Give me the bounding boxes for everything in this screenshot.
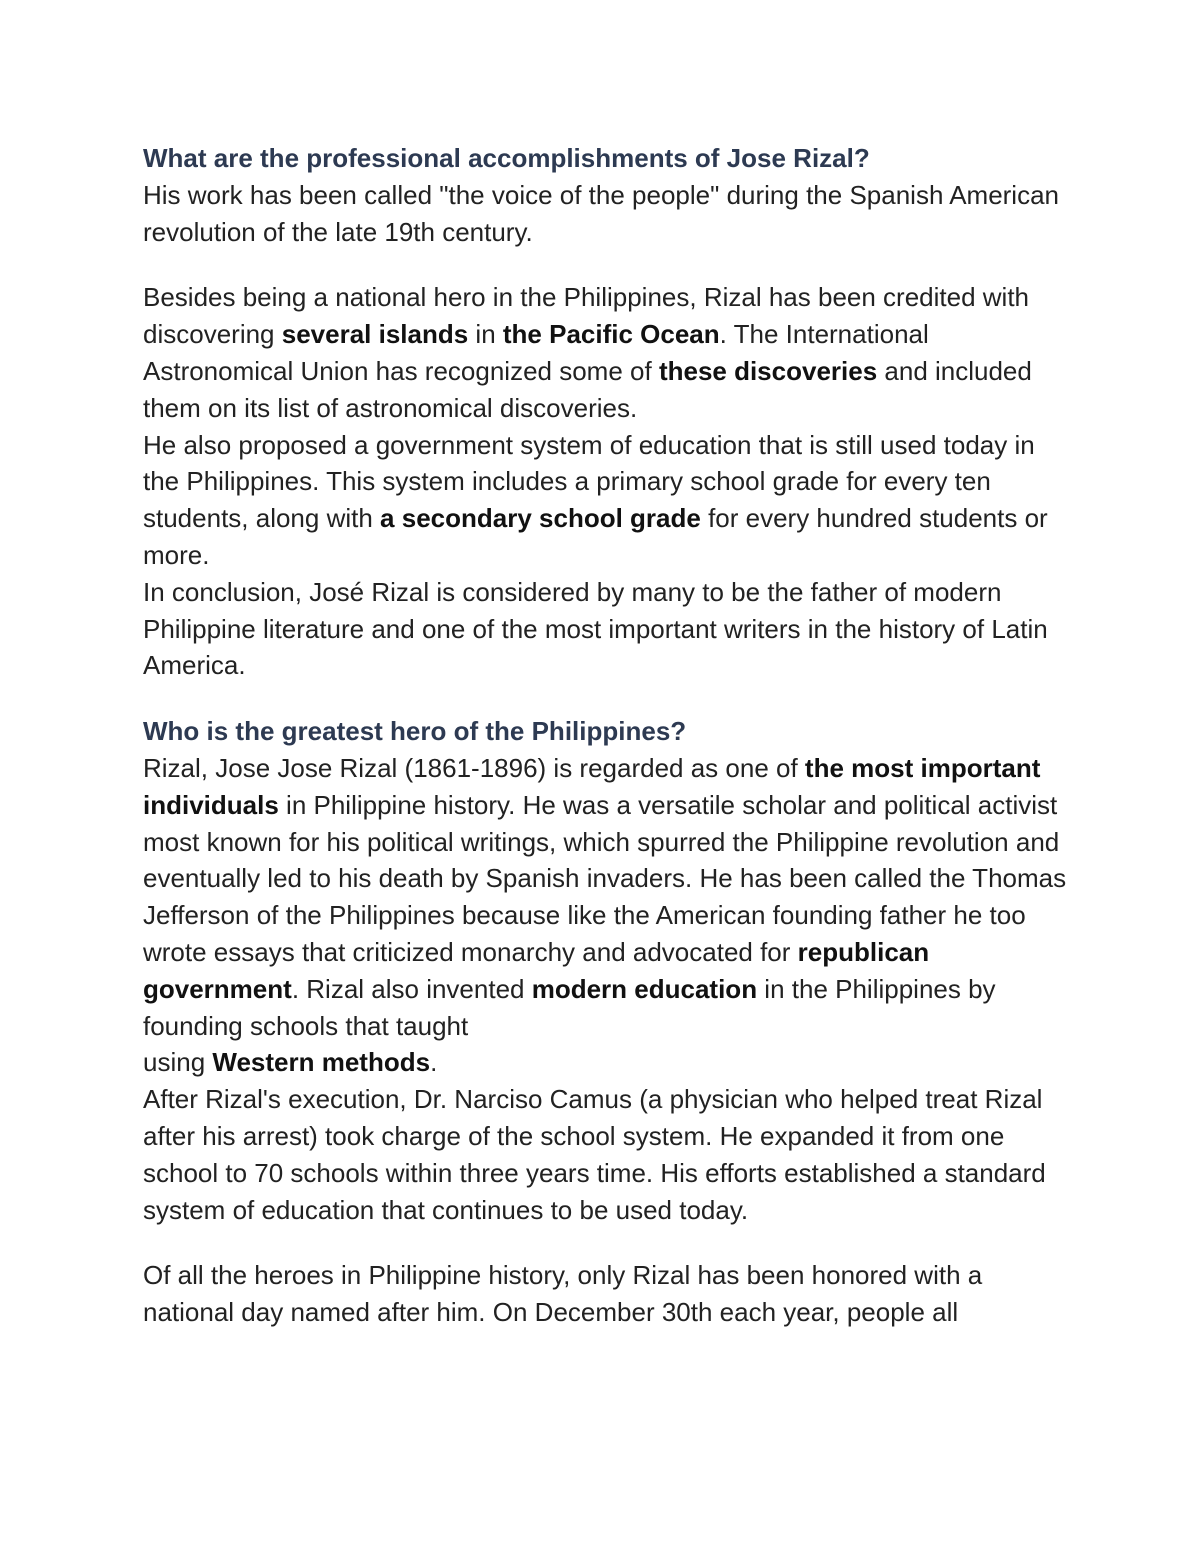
text-run: for every hundred students or more. [143,503,1048,570]
section-heading-accomplishments: What are the professional accomplishments of Jose Rizal? [143,143,870,173]
text-run: He also proposed a government system of education that is still used today in the Philippines. This system includes a primary school grade for every ten students, along with [143,429,1035,534]
text-run: in [468,319,503,350]
bold-text: modern education [531,973,758,1004]
text-run: Besides being a national hero in the Philippines, Rizal has been credited with discovering [143,282,1030,350]
bold-text: a secondary school grade [380,503,701,534]
bold-text: the Pacific Ocean [502,319,720,350]
bold-text: the most important individuals [143,752,1041,820]
text-run: . [430,1047,438,1078]
document-page [143,140,1073,1331]
paragraph-voice-of-people: His work has been called "the voice of the people" during the Spanish American revolution of the late 19th century. [143,179,1060,247]
paragraph-spacer [143,684,1073,713]
section-heading-greatest-hero: Who is the greatest hero of the Philippines? [143,716,687,747]
paragraph-national-day: Of all the heroes in Philippine history, only Rizal has been honored with a national day named after him. On December 30th each year, people all [143,1260,983,1328]
bold-text: these discoveries [658,355,878,386]
paragraph-education-system [143,427,1073,574]
paragraph-conclusion: In conclusion, José Rizal is considered by many to be the father of modern Philippine literature and one of the most important writers in the history of Latin America. [143,576,1048,681]
paragraph-islands [143,279,1073,426]
bold-text: several islands [281,319,469,350]
text-run: . Rizal also invented [291,973,532,1004]
text-run: using [143,1047,213,1078]
text-run: . The International Astronomical Union has recognized some of [143,319,929,386]
paragraph-rizal-biography [143,750,1073,1081]
paragraph-spacer [143,1228,1073,1257]
text-run: in Philippine history. He was a versatile scholar and political activist most known for his political writings, which spurred the Philippine revolution and eventually led to his death by Spanish invaders. He has been called the Thomas Jefferson of the Philippines because like the American founding father he too wrote essays that criticized monarchy and advocated for [143,789,1067,967]
paragraph-after-execution: After Rizal's execution, Dr. Narciso Camus (a physician who helped treat Rizal after his arrest) took charge of the school system. He expanded it from one school to 70 schools within three years time. His efforts established a standard system of education that continues to be used today. [143,1084,1046,1225]
bold-text: Western methods [212,1047,431,1078]
paragraph-spacer [143,250,1073,279]
text-run: Rizal, Jose Jose Rizal (1861-1896) is regarded as one of [143,752,805,783]
bold-text: republican government [143,936,930,1004]
text-run: in the Philippines by founding schools that taught [143,973,996,1041]
text-run: and included them on its list of astronomical discoveries. [143,355,1032,423]
